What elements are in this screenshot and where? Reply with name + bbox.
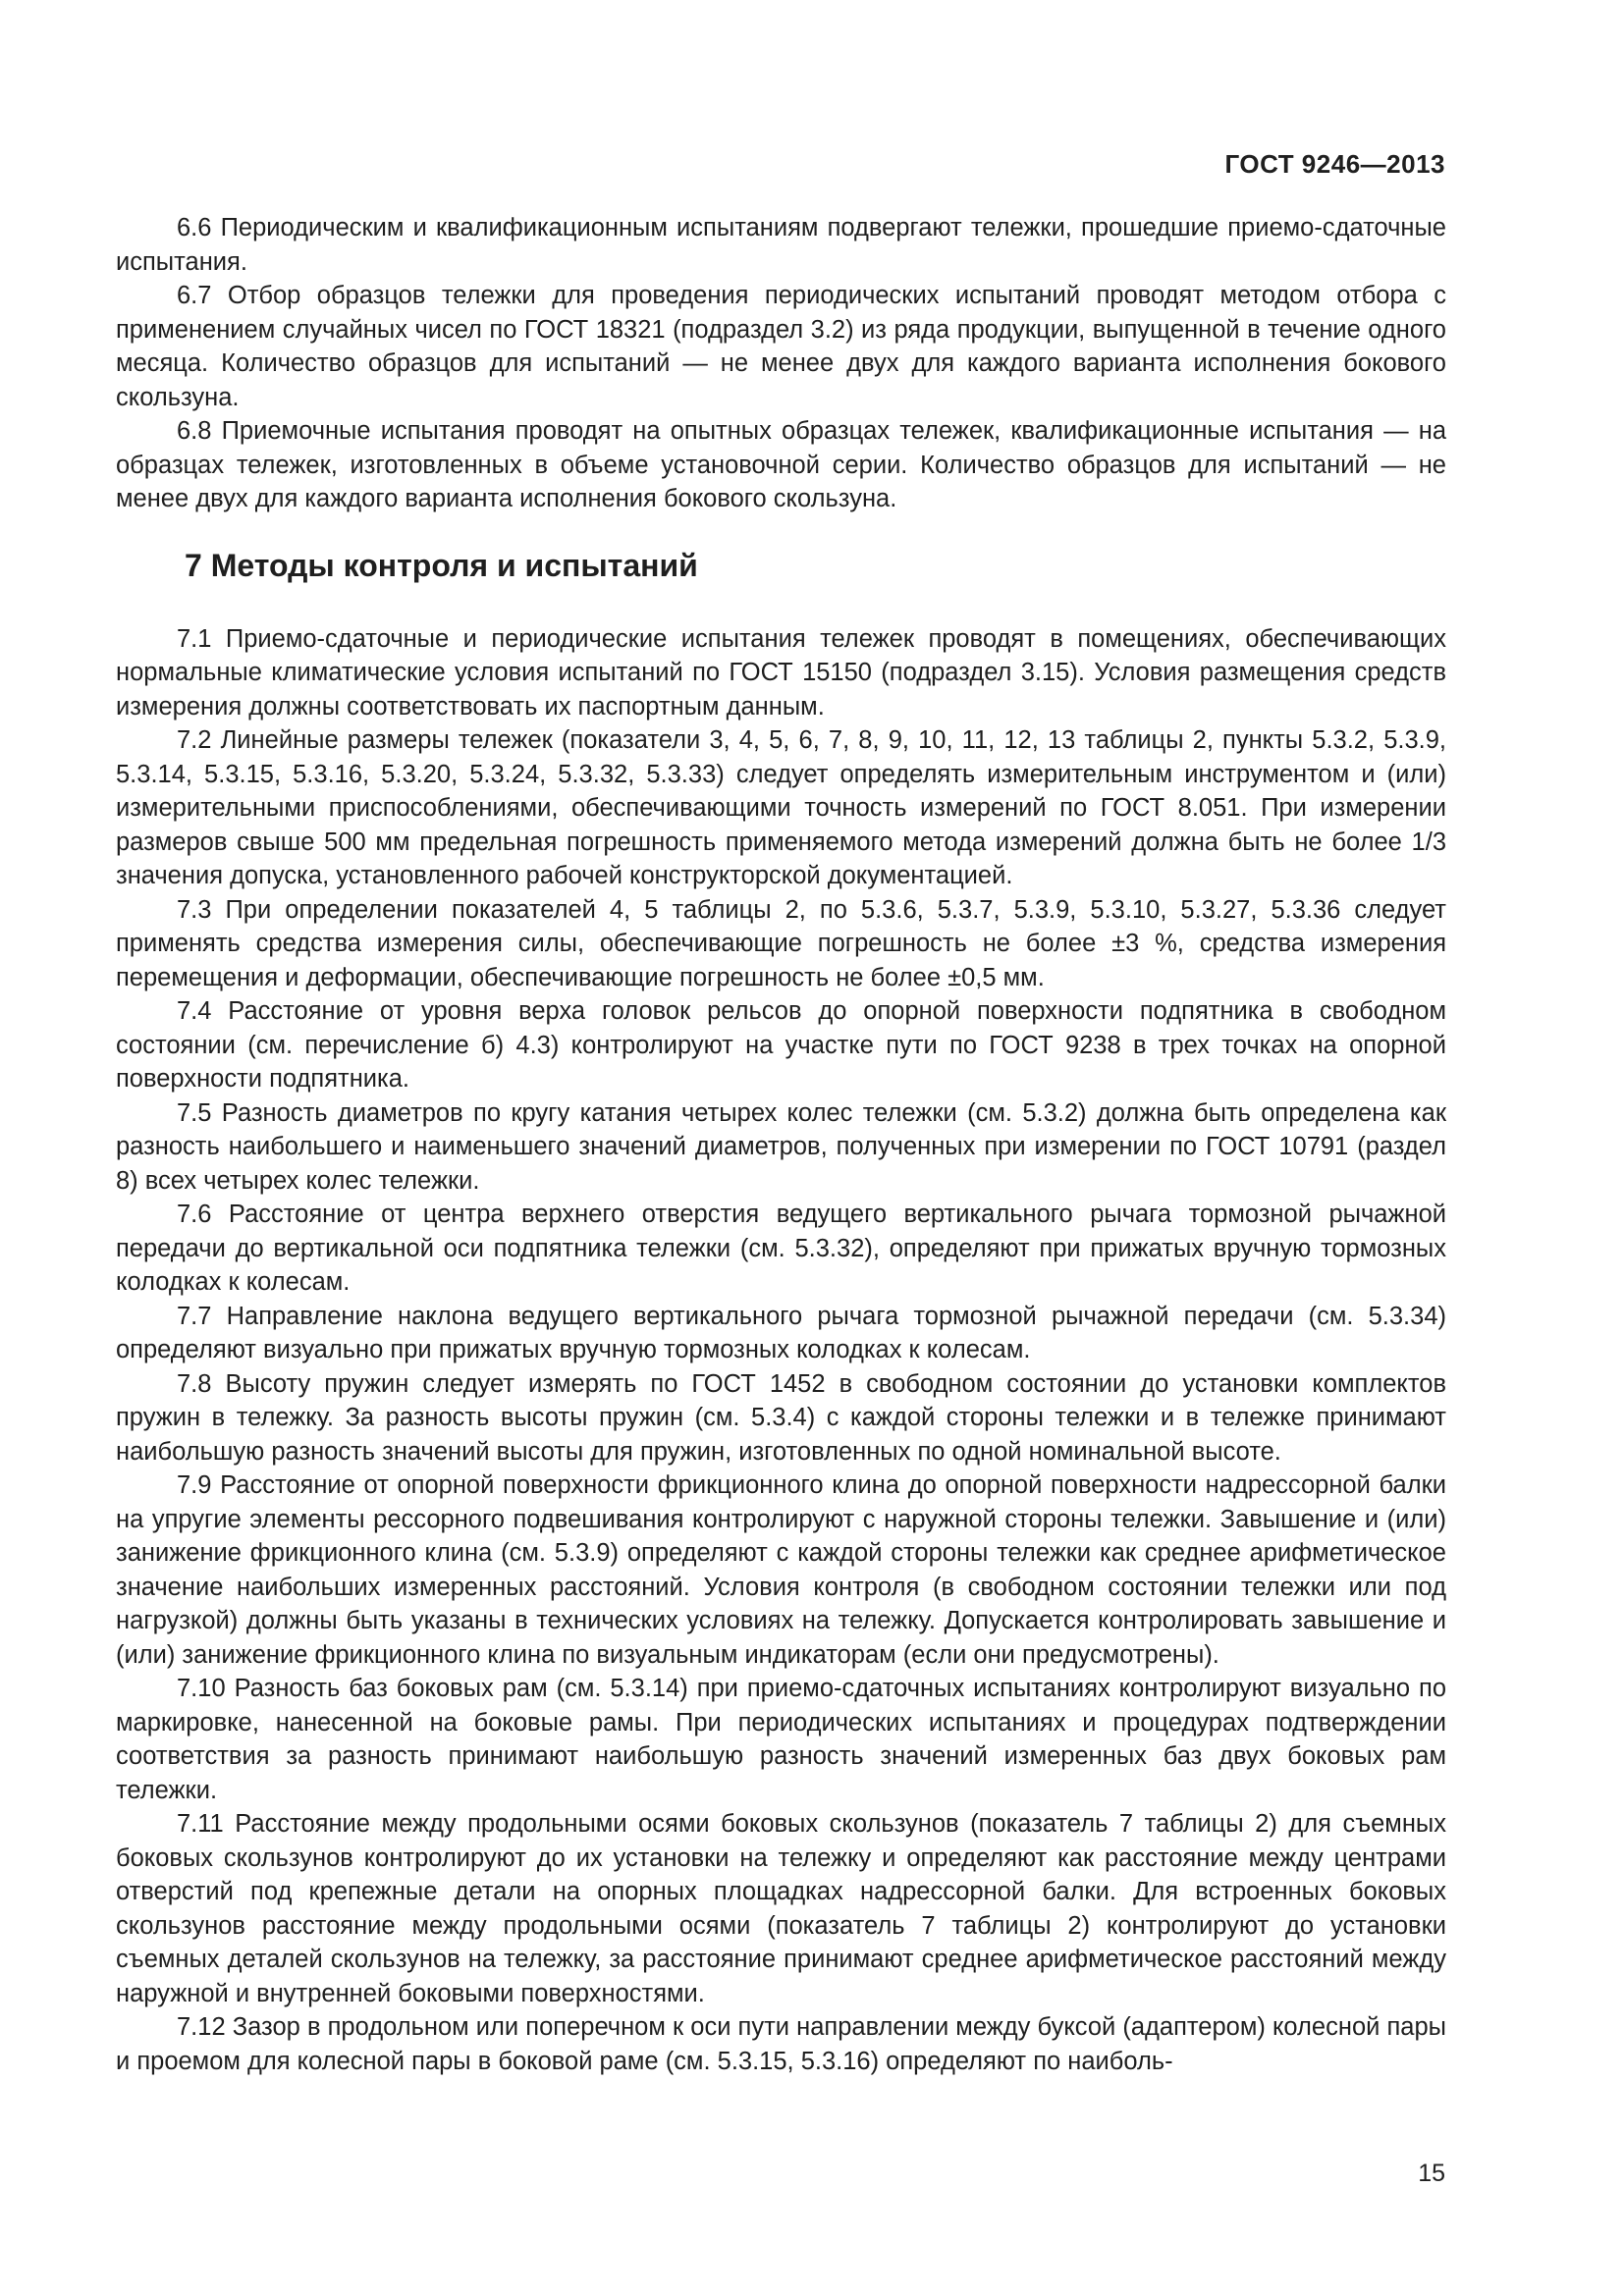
- paragraph-7-2: 7.2 Линейные размеры тележек (показатели 3, 4, 5, 6, 7, 8, 9, 10, 11, 12, 13 таблицы 2, пункты 5.3.2, 5.3.9, 5.3.14, 5.3.15, 5.3.16, 5.3.20, 5.3.24, 5.3.32, 5.3.33) следует определять измерительным инструментом и (или) измерительными приспособлениями, обеспечивающими точность измерений по ГОСТ 8.051. При измерении размеров свыше 500 мм предельная погрешность применяемого метода измерений должна быть не более 1/3 значения допуска, установленного рабочей конструкторской документацией.: [116, 726, 1446, 889]
- page-number: 15: [1418, 2160, 1445, 2187]
- paragraph-7-5: 7.5 Разность диаметров по кругу катания четырех колес тележки (см. 5.3.2) должна быть определена как разность наибольшего и наименьшего значений диаметров, полученных при измерении по ГОСТ 10791 (раздел 8) всех четырех колес тележки.: [116, 1098, 1446, 1195]
- standard-designation: ГОСТ 9246—2013: [1224, 149, 1445, 179]
- paragraph-7-8: 7.8 Высоту пружин следует измерять по ГОСТ 1452 в свободном состоянии до установки комплектов пружин в тележку. За разность высоты пружин (см. 5.3.4) с каждой стороны тележки и в тележке принимают наибольшую разность значений высоты для пружин, изготовленных по одной номинальной высоте.: [116, 1369, 1446, 1466]
- paragraph-7-9: 7.9 Расстояние от опорной поверхности фрикционного клина до опорной поверхности надрессорной балки на упругие элементы рессорного подвешивания контролируют с наружной стороны тележки. Завышение и (или) занижение фрикционного клина (см. 5.3.9) определяют с каждой стороны тележки как среднее арифметическое значение наибольших измеренных расстояний. Условия контроля (в свободном состоянии тележки или под нагрузкой) должны быть указаны в технических условиях на тележку. Допускается контролировать завышение и (или) занижение фрикционного клина по визуальным индикаторам (если они предусмотрены).: [116, 1471, 1446, 1669]
- paragraph-7-4: 7.4 Расстояние от уровня верха головок рельсов до опорной поверхности подпятника в свободном состоянии (см. перечисление б) 4.3) контролируют на участке пути по ГОСТ 9238 в трех точках на опорной поверхности подпятника.: [116, 997, 1446, 1093]
- paragraph-7-3: 7.3 При определении показателей 4, 5 таблицы 2, по 5.3.6, 5.3.7, 5.3.9, 5.3.10, 5.3.27, 5.3.36 следует применять средства измерения силы, обеспечивающие погрешность не более ±3 %, средства измерения перемещения и деформации, обеспечивающие погрешность не более ±0,5 мм.: [116, 895, 1446, 991]
- paragraph-7-12: 7.12 Зазор в продольном или поперечном к оси пути направлении между буксой (адаптером) колесной пары и проемом для колесной пары в боковой раме (см. 5.3.15, 5.3.16) определяют по наиболь-: [116, 2013, 1446, 2075]
- section-7-heading: 7 Методы контроля и испытаний: [185, 547, 698, 583]
- paragraph-7-7: 7.7 Направление наклона ведущего вертикального рычага тормозной рычажной передачи (см. 5.3.34) определяют визуально при прижатых вручную тормозных колодках к колесам.: [116, 1302, 1446, 1363]
- paragraph-6-6: 6.6 Периодическим и квалификационным испытаниям подвергают тележки, прошедшие приемо-сдаточные испытания.: [116, 214, 1446, 276]
- paragraph-7-1: 7.1 Приемо-сдаточные и периодические испытания тележек проводят в помещениях, обеспечивающих нормальные климатические условия испытаний по ГОСТ 15150 (подраздел 3.15). Условия размещения средств измерения должны соответствовать их паспортным данным.: [116, 624, 1446, 721]
- paragraph-7-10: 7.10 Разность баз боковых рам (см. 5.3.14) при приемо-сдаточных испытаниях контролируют визуально по маркировке, нанесенной на боковые рамы. При периодических испытаниях и процедурах подтверждении соответствия за разность принимают наибольшую разность значений измеренных баз двух боковых рам тележки.: [116, 1675, 1446, 1804]
- paragraph-6-8: 6.8 Приемочные испытания проводят на опытных образцах тележек, квалификационные испытания — на образцах тележек, изготовленных в объеме установочной серии. Количество образцов для испытаний — не менее двух для каждого варианта исполнения бокового скользуна.: [116, 417, 1446, 512]
- paragraph-7-6: 7.6 Расстояние от центра верхнего отверстия ведущего вертикального рычага тормозной рычажной передачи до вертикальной оси подпятника тележки (см. 5.3.32), определяют при прижатых вручную тормозных колодках к колесам.: [116, 1201, 1446, 1296]
- paragraph-6-7: 6.7 Отбор образцов тележки для проведения периодических испытаний проводят методом отбора с применением случайных чисел по ГОСТ 18321 (подраздел 3.2) из ряда продукции, выпущенной в течение одного месяца. Количество образцов для испытаний — не менее двух для каждого варианта исполнения бокового скользуна.: [116, 282, 1446, 411]
- paragraph-7-11: 7.11 Расстояние между продольными осями боковых скользунов (показатель 7 таблицы 2) для съемных боковых скользунов контролируют до их установки на тележку и определяют как расстояние между центрами отверстий под крепежные детали на опорных площадках надрессорной балки. Для встроенных боковых скользунов расстояние между продольными осями (показатель 7 таблицы 2) контролируют до установки съемных деталей скользунов на тележку, за расстояние принимают среднее арифметическое расстояний между наружной и внутренней боковыми поверхностями.: [116, 1810, 1446, 2007]
- document-body: [116, 211, 1446, 2078]
